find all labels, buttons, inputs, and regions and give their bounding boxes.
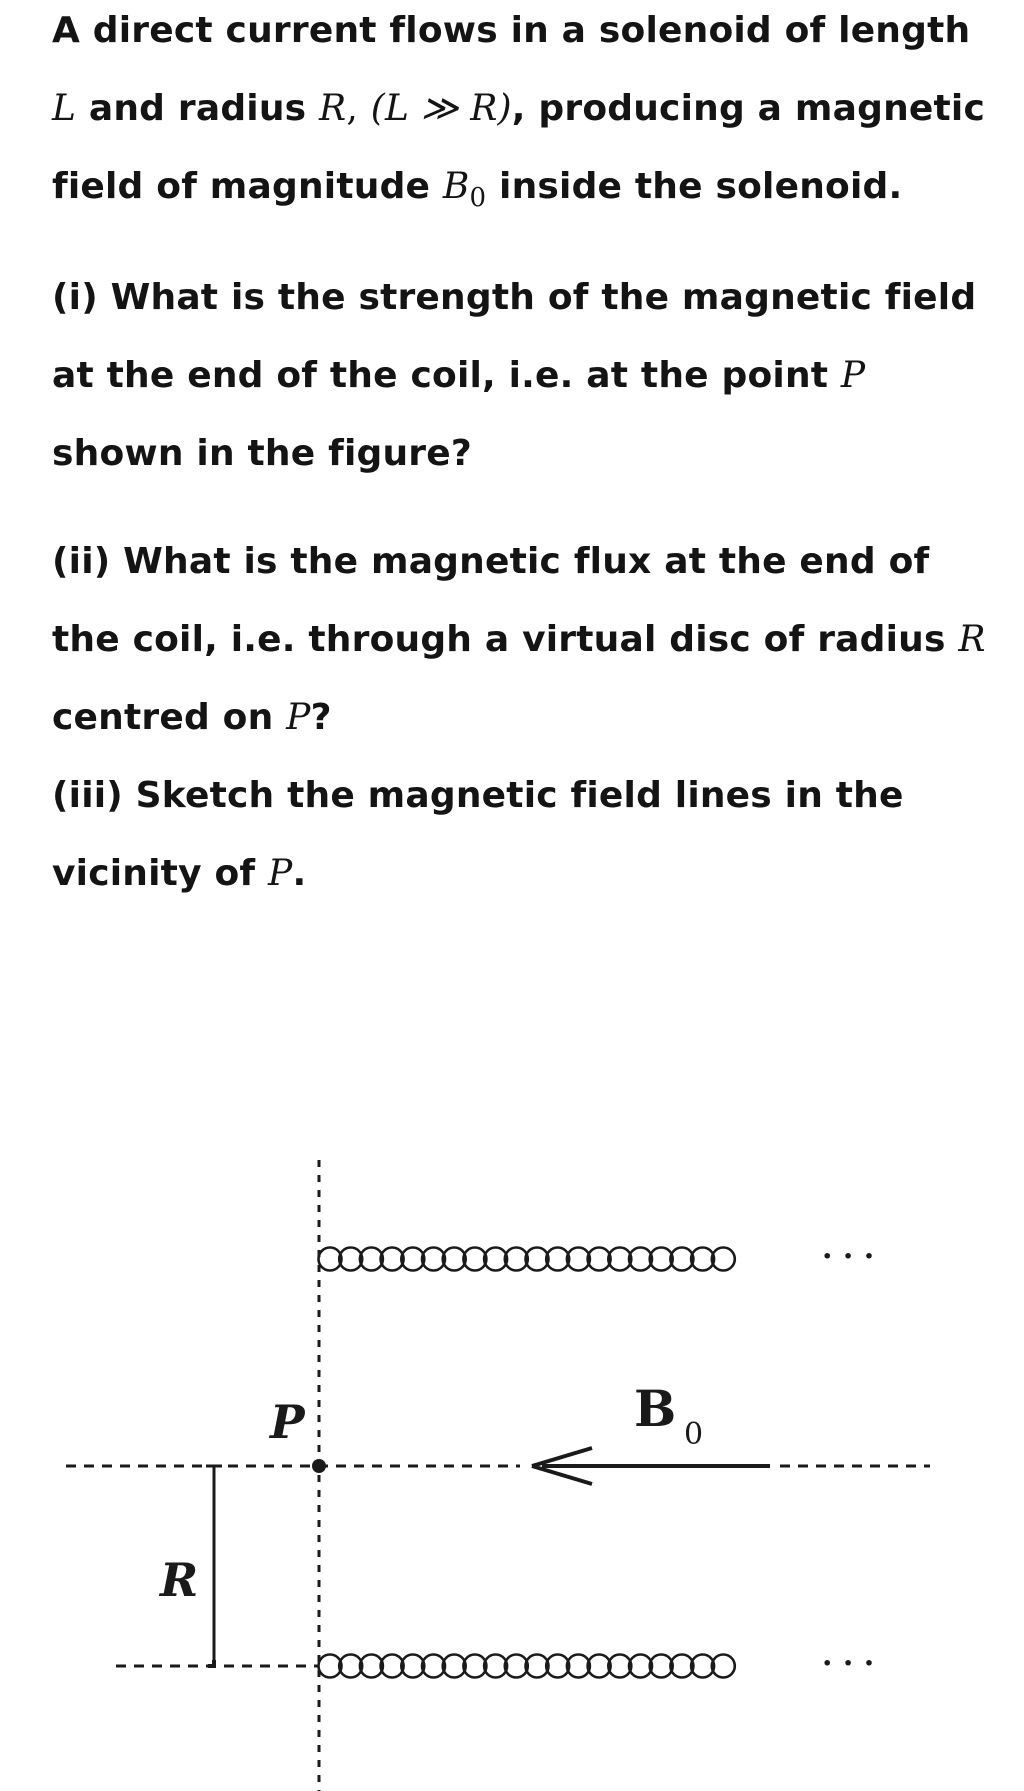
math-B-subscript: 0 <box>469 183 487 213</box>
math-R: R <box>319 88 347 129</box>
label-B-subscript: 0 <box>684 1417 704 1452</box>
q3-text-1: (iii) Sketch the magnetic field lines in the vicinity of <box>52 775 904 894</box>
problem-text <box>52 0 992 913</box>
label-B: B <box>634 1379 677 1438</box>
intro-paragraph <box>52 0 992 229</box>
q1-text-1: (i) What is the strength of the magnetic field at the end of the coil, i.e. at the point <box>52 277 977 396</box>
q2-text-2: centred on <box>52 697 287 738</box>
ellipsis-top: · · · <box>822 1239 875 1274</box>
point-P-dot <box>312 1459 326 1473</box>
intro-text-2: and radius <box>76 88 320 129</box>
q3-text-2: . <box>292 853 307 894</box>
question-1 <box>52 259 992 493</box>
question-3 <box>52 757 992 913</box>
q2-text-1: (ii) What is the magnetic flux at the end of the coil, i.e. through a virtual disc of radius <box>52 541 959 660</box>
label-P: P <box>270 1395 305 1449</box>
math-P: P <box>286 697 311 738</box>
ellipsis-bottom: · · · <box>822 1646 875 1681</box>
intro-text-1: A direct current flows in a solenoid of length <box>52 10 971 51</box>
q2-text-3: ? <box>310 697 332 738</box>
intro-text-4: inside the solenoid. <box>486 166 903 207</box>
q1-text-2: shown in the figure? <box>52 433 472 474</box>
intro-text-3: , producing a magnetic field of magnitude <box>52 88 986 207</box>
radius-dimension-bottom-hook <box>208 1660 214 1666</box>
label-R: R <box>160 1553 199 1607</box>
question-2 <box>52 523 992 757</box>
math-B: B <box>442 166 470 207</box>
math-comma: , <box>346 88 358 129</box>
coil-top <box>319 1248 735 1271</box>
math-P: P <box>268 853 293 894</box>
math-L-much-greater-R: (L ≫ R) <box>370 88 512 129</box>
math-L: L <box>52 88 77 129</box>
math-P: P <box>840 355 866 396</box>
solenoid-figure <box>0 1140 1024 1791</box>
coil-bottom <box>319 1655 735 1678</box>
math-R: R <box>958 619 986 660</box>
